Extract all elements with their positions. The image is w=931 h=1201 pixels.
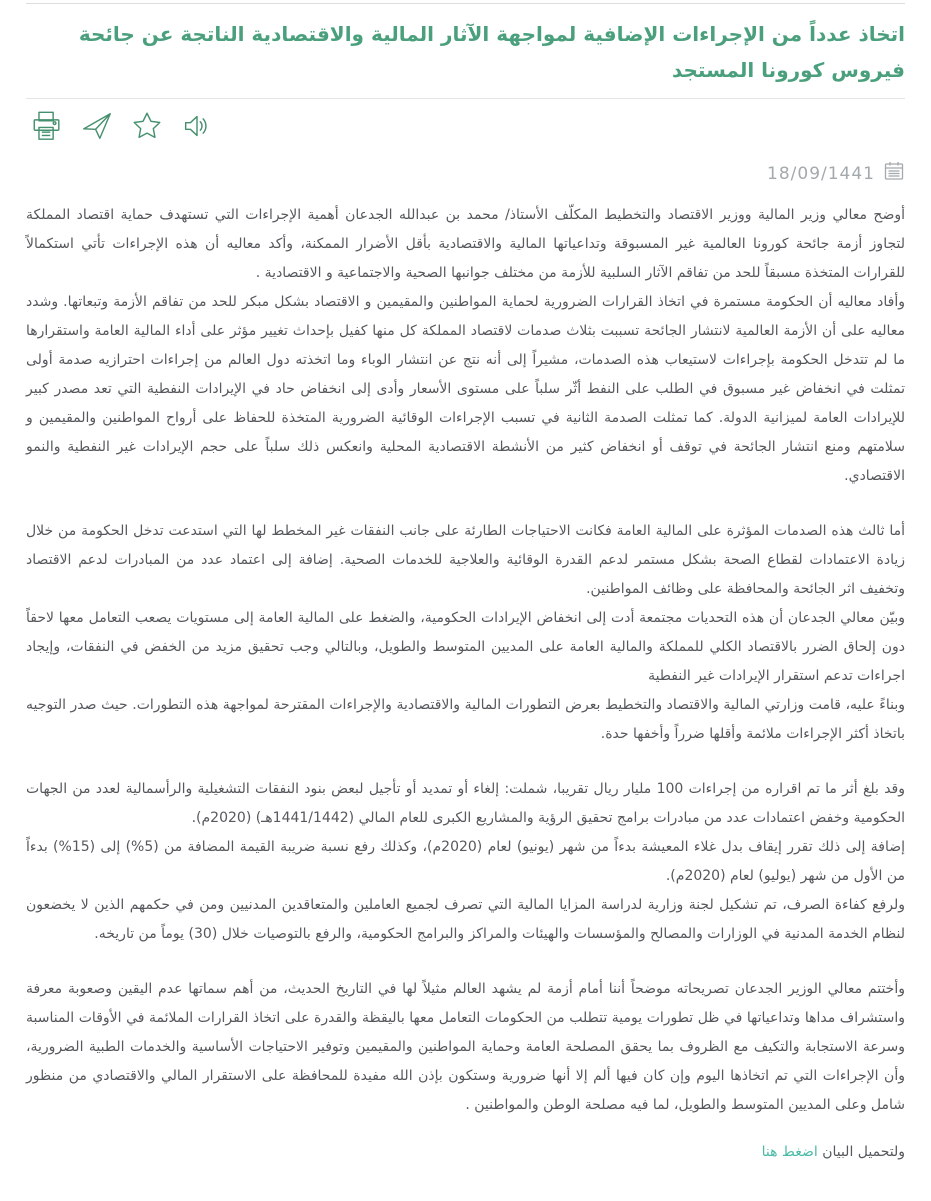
favorite-button[interactable]	[128, 108, 166, 146]
article-actions-toolbar	[26, 99, 905, 150]
favorite-star-icon	[130, 109, 164, 146]
publish-date: 18/09/1441	[767, 163, 875, 184]
share-button[interactable]	[78, 108, 116, 146]
article-page	[0, 3, 931, 1201]
print-icon	[30, 109, 64, 146]
download-line	[26, 1138, 905, 1167]
article-body	[26, 201, 905, 1167]
article-paragraph: وبناءً عليه، قامت وزارتي المالية والاقتصاد والتخطيط بعرض التطورات المالية والاقتصادية والإجراءات المقترحة لمواجهة هذه التطورات. حيث صدر التوجيه باتخاذ أكثر الإجراءات ملائمة وأقلها ضرراً وأخفها حدة.	[26, 697, 905, 742]
article-paragraph: وأفاد معاليه أن الحكومة مستمرة في اتخاذ القرارات الضرورية لحماية المواطنين والمقيمين و الاقتصاد بشكل مبكر للحد من تفاقم الأزمة وتبعاتها. وشدد معاليه على أن الأزمة العالمية لانتشار الجائحة تسببت بثلاث صدمات لاقتصاد المملكة كل منها كفيل بإحداث تغيير مؤثر على أداء المالية العامة واستقرارها ما لم تتدخل الحكومة بإجراءات لاستيعاب هذه الصدمات، مشيراً إلى أنه نتج عن انتشار الوباء وما اتخذته دول العالم من إجراءات احترازيه صدمة أولى تمثلت في انخفاض غير مسبوق في الطلب على النفط أثّر سلباً على مستوى الأسعار وأدى إلى انخفاض حاد في الإيرادات النفطية التي تعد مصدر كبير للإيرادات العامة لميزانية الدولة. كما تمثلت الصدمة الثانية في تسبب الإجراءات الوقائية الضرورية المتخذة للحفاظ على أرواح المواطنين والمقيمين و سلامتهم ومنع انتشار الجائحة في توقف أو انخفاض كثير من الأنشطة الاقتصادية المحلية وانعكس ذلك سلباً على حجم الإيرادات غير النفطية والنمو الاقتصادي.	[26, 294, 905, 484]
download-link[interactable]: اضغط هنا	[761, 1144, 818, 1160]
article-paragraph: أما ثالث هذه الصدمات المؤثرة على المالية العامة فكانت الاحتياجات الطارئة على جانب النفقات غير المخطط لها التي استدعت تدخل الحكومة من خلال زيادة الاعتمادات لقطاع الصحة بشكل مستمر لدعم القدرة الوقائية والعلاجية للخدمات الصحية. إضافة إلى اعتماد عدد من المبادرات لدعم الاقتصاد وتخفيف اثر الجائحة والمحافظة على وظائف المواطنين.	[26, 523, 905, 597]
share-icon	[80, 109, 114, 146]
download-prefix: ولتحميل البيان	[822, 1144, 905, 1160]
article-paragraphs	[26, 201, 905, 1120]
article-paragraph: إضافة إلى ذلك تقرر إيقاف بدل غلاء المعيشة بدءاً من شهر (يونيو) لعام (2020م)، وكذلك رفع نسبة ضريبة القيمة المضافة من (5%) إلى (15%) بدءاً من الأول من شهر (يوليو) لعام (2020م).	[26, 839, 905, 884]
print-button[interactable]	[28, 108, 66, 146]
article-paragraph: أوضح معالي وزير المالية ووزير الاقتصاد والتخطيط المكلّف الأستاذ/ محمد بن عبدالله الجدعان أهمية الإجراءات التي تستهدف حماية اقتصاد المملكة لتجاوز أزمة جائحة كورونا العالمية غير المسبوقة وتداعياتها المالية والاقتصادية بأقل الأضرار الممكنة، وأكد معاليه أن هذه الإجراءات تأتي استكمالاً للقرارات المتخذة مسبقاً للحد من تفاقم الآثار السلبية للأزمة من مختلف جوانبها الصحية والاجتماعية و الاقتصادية .	[26, 207, 905, 281]
publish-date-row	[26, 160, 905, 187]
article-paragraph: ولرفع كفاءة الصرف، تم تشكيل لجنة وزارية لدراسة المزايا المالية التي تصرف لجميع العاملين والمتعاقدين المدنيين ومن في حكمهم الذين لا يخضعون لنظام الخدمة المدنية في الوزارات والمصالح والمؤسسات والهيئات والمراكز والبرامج الحكومية، والرفع بالتوصيات خلال (30) يوماً من تاريخه.	[26, 897, 905, 942]
article-paragraph: وقد بلغ أثر ما تم اقراره من إجراءات 100 مليار ريال تقريبا، شملت: إلغاء أو تمديد أو تأجيل لبعض بنود النفقات التشغيلية والرأسمالية لعدد من الجهات الحكومية وخفض اعتمادات عدد من مبادرات برامج تحقيق الرؤية والمشاريع الكبرى للعام المالي (1441/1442هـ) (2020م).	[26, 781, 905, 826]
top-divider	[26, 3, 905, 4]
page-title: اتخاذ عدداً من الإجراءات الإضافية لمواجهة الآثار المالية والاقتصادية الناتجة عن جائحة فيروس كورونا المستجد	[78, 22, 905, 82]
calendar-icon	[883, 160, 905, 187]
article-paragraph: وأختتم معالي الوزير الجدعان تصريحاته موضحاً أننا أمام أزمة لم يشهد العالم مثيلاً لها في التاريخ الحديث، من أهم سماتها عدم اليقين وصعوبة معرفة واستشراف مداها وتداعياتها في ظل تطورات يومية تتطلب من الحكومات التعامل معها باليقظة والقدرة على اتخاذ القرارات الملائمة في الأوقات المناسبة وسرعة الاستجابة والتكيف مع الظروف بما يحقق المصلحة العامة وحماية المواطنين والمقيمين وتوفير الاحتياجات الأساسية والخدمات الطبية الضرورية، وأن الإجراءات التي تم اتخاذها اليوم وإن كان فيها ألم إلا أنها ضرورية وستكون بإذن الله مفيدة للمحافظة على الاستقرار المالي والاقتصادي من منظور شامل وعلى المديين المتوسط والطويل، لما فيه مصلحة الوطن والمواطنين .	[26, 981, 905, 1113]
article-paragraph: وبيّن معالي الجدعان أن هذه التحديات مجتمعة أدت إلى انخفاض الإيرادات الحكومية، والضغط على المالية العامة إلى مستويات يصعب التعامل معها لاحقاً دون إلحاق الضرر بالاقتصاد الكلي للمملكة والمالية العامة على المديين المتوسط والطويل، وبالتالي وجب تحقيق مزيد من الخفض في النفقات، وإيجاد اجراءات تدعم استقرار الإيرادات غير النفطية	[26, 610, 905, 684]
listen-audio-icon	[180, 109, 214, 146]
listen-button[interactable]	[178, 108, 216, 146]
